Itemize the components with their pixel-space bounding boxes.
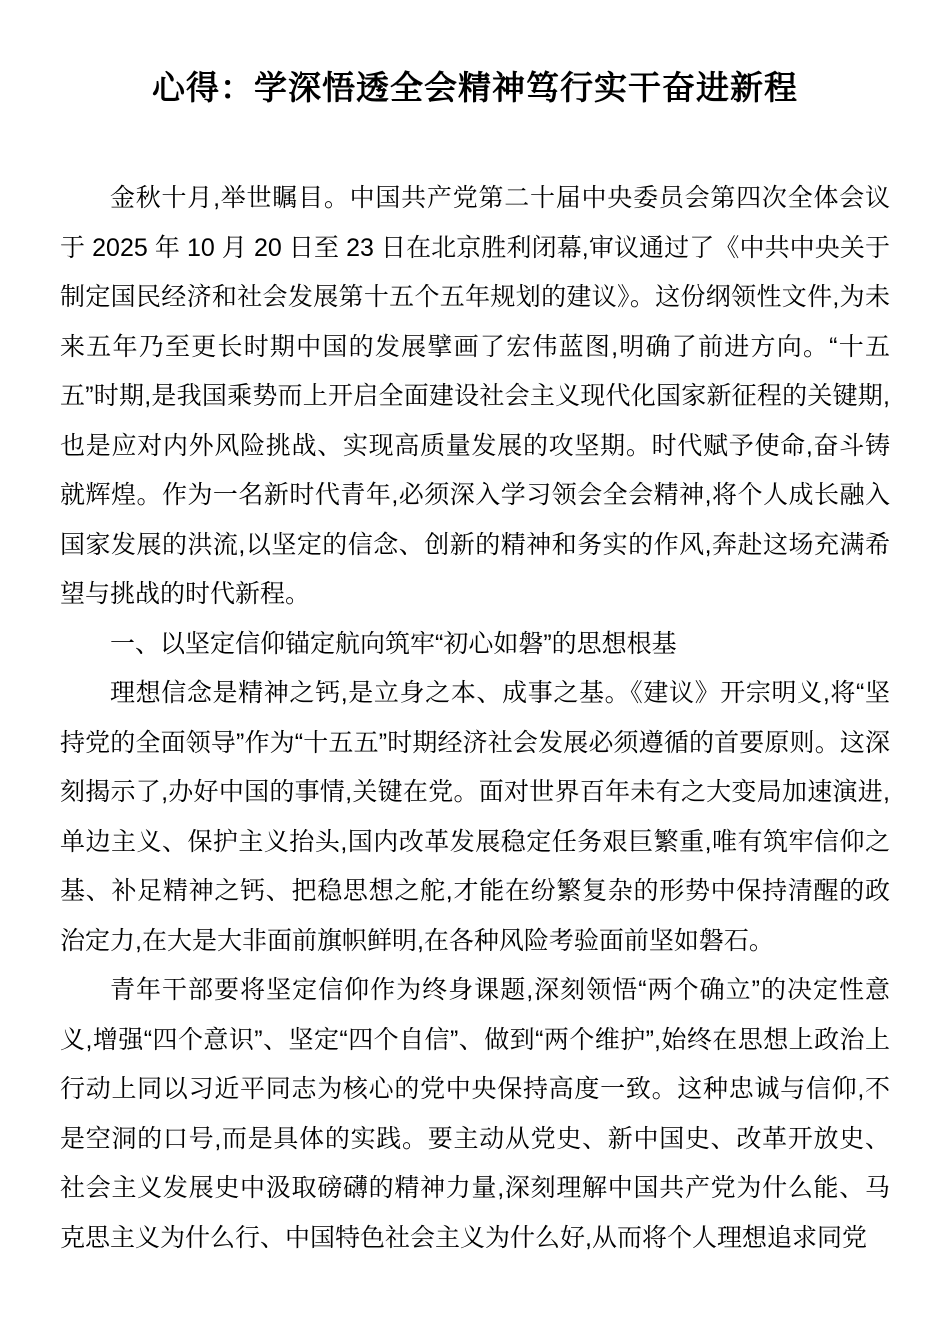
paragraph: 理想信念是精神之钙,是立身之本、成事之基。《建议》开宗明义,将“坚持党的全面领导”作为“十五五”时期经济社会发展必须遵循的首要原则。这深刻揭示了,办好中国的事情,关键在党。面对世界百年未有之大变局加速演进,单边主义、保护主义抬头,国内改革发展稳定任务艰巨繁重,唯有筑牢信仰之基、补足精神之钙、把稳思想之舵,才能在纷繁复杂的形势中保持清醒的政治定力,在大是大非面前旗帜鲜明,在各种风险考验面前坚如磐石。	[60, 679, 890, 955]
document-body	[60, 174, 890, 1263]
paragraph: 青年干部要将坚定信仰作为终身课题,深刻领悟“两个确立”的决定性意义,增强“四个意识”、坚定“四个自信”、做到“两个维护”,始终在思想上政治上行动上同以习近平同志为核心的党中央保持高度一致。这种忠诚与信仰,不是空洞的口号,而是具体的实践。要主动从党史、新中国史、改革开放史、社会主义发展史中汲取磅礴的精神力量,深刻理解中国共产党为什么能、马克思主义为什么行、中国特色社会主义为什么好,从而将个人理想追求同党	[60, 976, 890, 1252]
section-heading: 一、以坚定信仰锚定航向筑牢“初心如磐”的思想根基	[110, 629, 677, 658]
paragraph: 金秋十月,举世瞩目。中国共产党第二十届中央委员会第四次全体会议于 2025 年 10 月 20 日至 23 日在北京胜利闭幕,审议通过了《中共中央关于制定国民经济和社会发展第十五个五年规划的建议》。这份纲领性文件,为未来五年乃至更长时期中国的发展擘画了宏伟蓝图,明确了前进方向。“十五五”时期,是我国乘势而上开启全面建设社会主义现代化国家新征程的关键期,也是应对内外风险挑战、实现高质量发展的攻坚期。时代赋予使命,奋斗铸就辉煌。作为一名新时代青年,必须深入学习领会全会精神,将个人成长融入国家发展的洪流,以坚定的信念、创新的精神和务实的作风,奔赴这场充满希望与挑战的时代新程。	[60, 184, 890, 608]
document-title: 心得：学深悟透全会精神笃行实干奋进新程	[152, 69, 798, 106]
